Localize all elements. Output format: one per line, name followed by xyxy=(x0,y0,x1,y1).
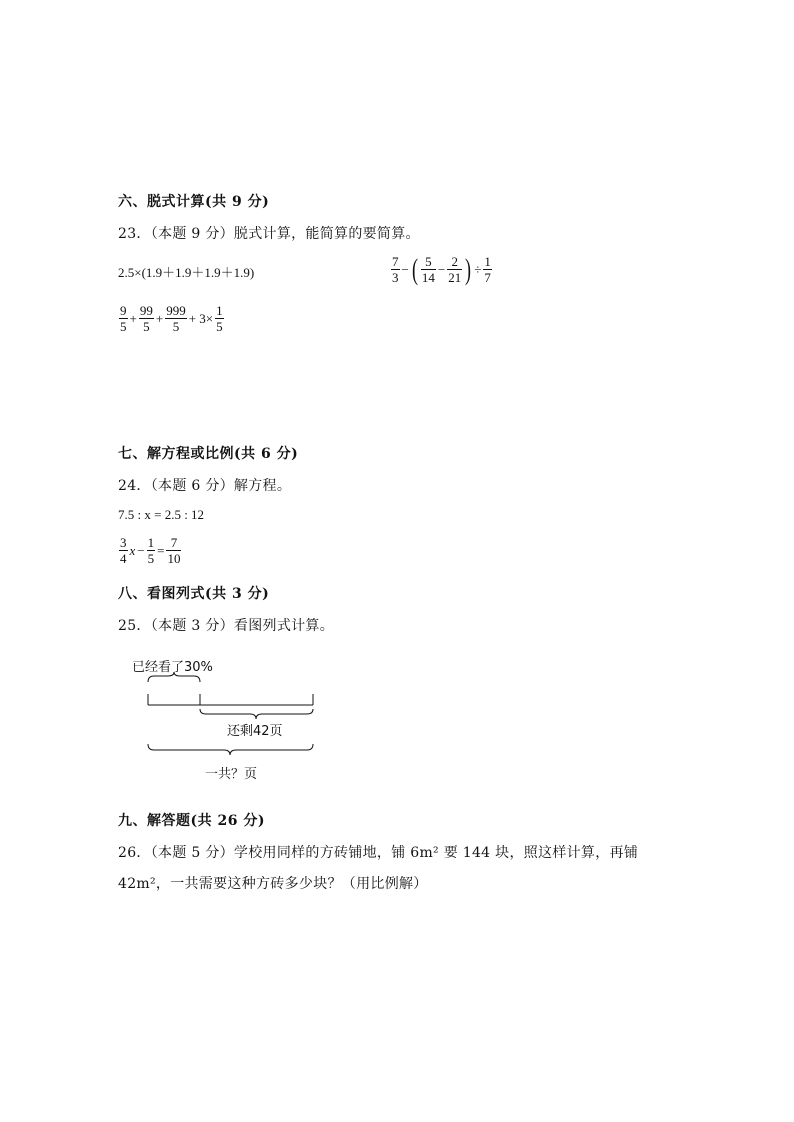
question-23-text: 23．（本题 9 分）脱式计算，能简算的要简算。 xyxy=(118,226,420,242)
question-25-text: 25．（本题 3 分）看图列式计算。 xyxy=(118,618,335,634)
section-6-heading: 六、脱式计算(共 9 分) xyxy=(118,194,270,210)
expression-3: $\frac{9}{5}$ + $\frac{99}{5}$ + $\frac{999}{5}$ + 3× $\frac{1}{5}$ xyxy=(120,303,223,334)
expression-2: $\frac{7}{3}$ − ( $\frac{5}{14}$ − $\frac{2}{21}$ ) ÷ $\frac{1}{7}$ xyxy=(392,252,491,286)
question-26-line-1: 26．（本题 5 分）学校用同样的方砖铺地，铺 6m² 要 144 块，照这样计算，再铺 xyxy=(118,845,639,861)
fraction: $\frac{1}{5}$ xyxy=(216,303,223,334)
fraction: $\frac{99}{5}$ xyxy=(139,303,153,334)
fraction: $\frac{2}{21}$ xyxy=(448,254,462,285)
fraction: $\frac{7}{10}$ xyxy=(167,535,181,566)
question-24-text: 24．（本题 6 分）解方程。 xyxy=(118,478,292,494)
diagram-total-label: 一共？页 xyxy=(205,767,258,782)
expression-1: 2.5×(1.9＋1.9＋1.9＋1.9) xyxy=(118,265,255,280)
question-26-line-2: 42m²，一共需要这种方砖多少块？（用比例解） xyxy=(118,876,428,892)
fraction: $\frac{9}{5}$ xyxy=(120,303,127,334)
fraction: $\frac{7}{3}$ xyxy=(392,254,399,285)
section-7-heading: 七、解方程或比例(共 6 分) xyxy=(118,446,299,462)
diagram-read-label: 已经看了30% xyxy=(132,660,213,675)
diagram-remaining-label: 还剩42页 xyxy=(227,724,283,739)
top-brace xyxy=(148,672,200,682)
line-segment-diagram xyxy=(140,672,325,762)
fraction: $\frac{1}{7}$ xyxy=(484,254,491,285)
fraction: $\frac{1}{5}$ xyxy=(147,535,155,566)
section-9-heading: 九、解答题(共 26 分) xyxy=(118,813,265,829)
equation-1: 7.5 : x = 2.5 : 12 xyxy=(118,507,205,522)
total-brace xyxy=(148,744,313,755)
section-8-heading: 八、看图列式(共 3 分) xyxy=(118,586,270,602)
fraction: $\frac{3}{4}$ xyxy=(120,535,127,566)
fraction: $\frac{5}{14}$ xyxy=(421,254,435,285)
equation-2: $\frac{3}{4}$ x − $\frac{1}{5}$ = $\frac{7}{10}$ xyxy=(120,535,181,566)
fraction: $\frac{999}{5}$ xyxy=(166,303,186,334)
remaining-brace xyxy=(200,709,313,719)
